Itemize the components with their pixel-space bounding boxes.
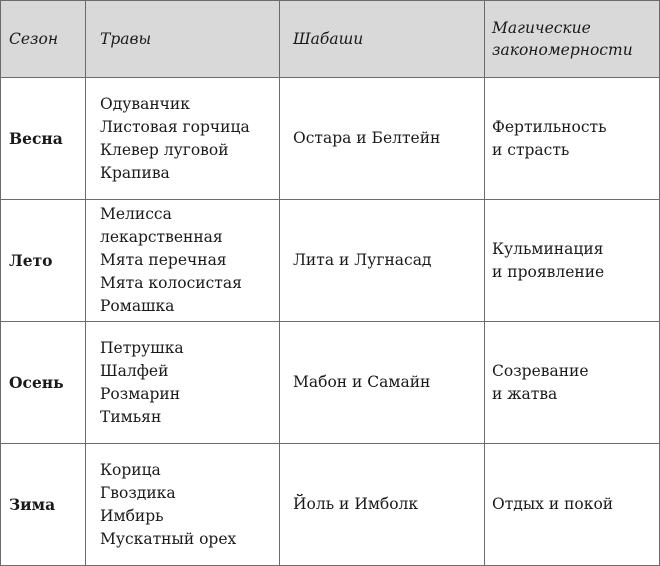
herb-item: Ромашка (100, 297, 175, 315)
herb-item: Имбирь (100, 506, 164, 525)
header-row (1, 1, 660, 78)
header-magic-line: закономерности (492, 41, 633, 59)
sabbath-cell: Остара и Белтейн (280, 78, 485, 200)
herb-item: Гвоздика (100, 483, 176, 502)
meaning-line: Кульминация (492, 239, 604, 258)
season-cell: Осень (1, 322, 86, 444)
herb-item: Мята перечная (100, 251, 227, 269)
herb-item: Листовая горчица (100, 117, 250, 136)
sabbath-cell: Лита и Лугнасад (280, 200, 485, 322)
herb-item: Одуванчик (100, 94, 190, 113)
herbs-cell (86, 444, 280, 566)
herb-item: Мускатный орех (100, 529, 237, 548)
herb-item: лекарственная (100, 228, 223, 246)
meaning-cell (485, 200, 660, 322)
header-season: Сезон (1, 1, 86, 78)
meaning-line: и проявление (492, 262, 605, 281)
header-herbs: Травы (86, 1, 280, 78)
herb-item: Мелисса (100, 205, 172, 223)
table-header (1, 1, 660, 78)
herb-item: Клевер луговой (100, 140, 229, 159)
herb-item: Тимьян (100, 407, 162, 426)
meaning-line: Фертильность (492, 117, 607, 136)
herbs-cell (86, 200, 280, 322)
table-row (1, 322, 660, 444)
herbs-cell (86, 322, 280, 444)
meaning-cell (485, 444, 660, 566)
table-row (1, 78, 660, 200)
meaning-line: и страсть (492, 140, 570, 159)
meaning-cell (485, 322, 660, 444)
herb-item: Мята колосистая (100, 274, 242, 292)
table-body (1, 78, 660, 566)
meaning-line: Отдых и покой (492, 495, 614, 513)
table-row (1, 200, 660, 322)
meaning-line: и жатва (492, 384, 558, 403)
herbs-cell (86, 78, 280, 200)
season-cell: Лето (1, 200, 86, 322)
season-cell: Весна (1, 78, 86, 200)
table-row (1, 444, 660, 566)
herb-item: Шалфей (100, 361, 169, 380)
herb-item: Розмарин (100, 384, 181, 403)
header-sabbaths: Шабаши (280, 1, 485, 78)
header-magic-line: Магические (492, 19, 591, 37)
season-cell: Зима (1, 444, 86, 566)
meaning-line: Созревание (492, 361, 589, 380)
meaning-cell (485, 78, 660, 200)
header-magic (485, 1, 660, 78)
herb-item: Крапива (100, 163, 170, 182)
herb-item: Корица (100, 460, 161, 479)
sabbath-cell: Мабон и Самайн (280, 322, 485, 444)
sabbath-cell: Йоль и Имболк (280, 444, 485, 566)
herb-item: Петрушка (100, 338, 184, 357)
